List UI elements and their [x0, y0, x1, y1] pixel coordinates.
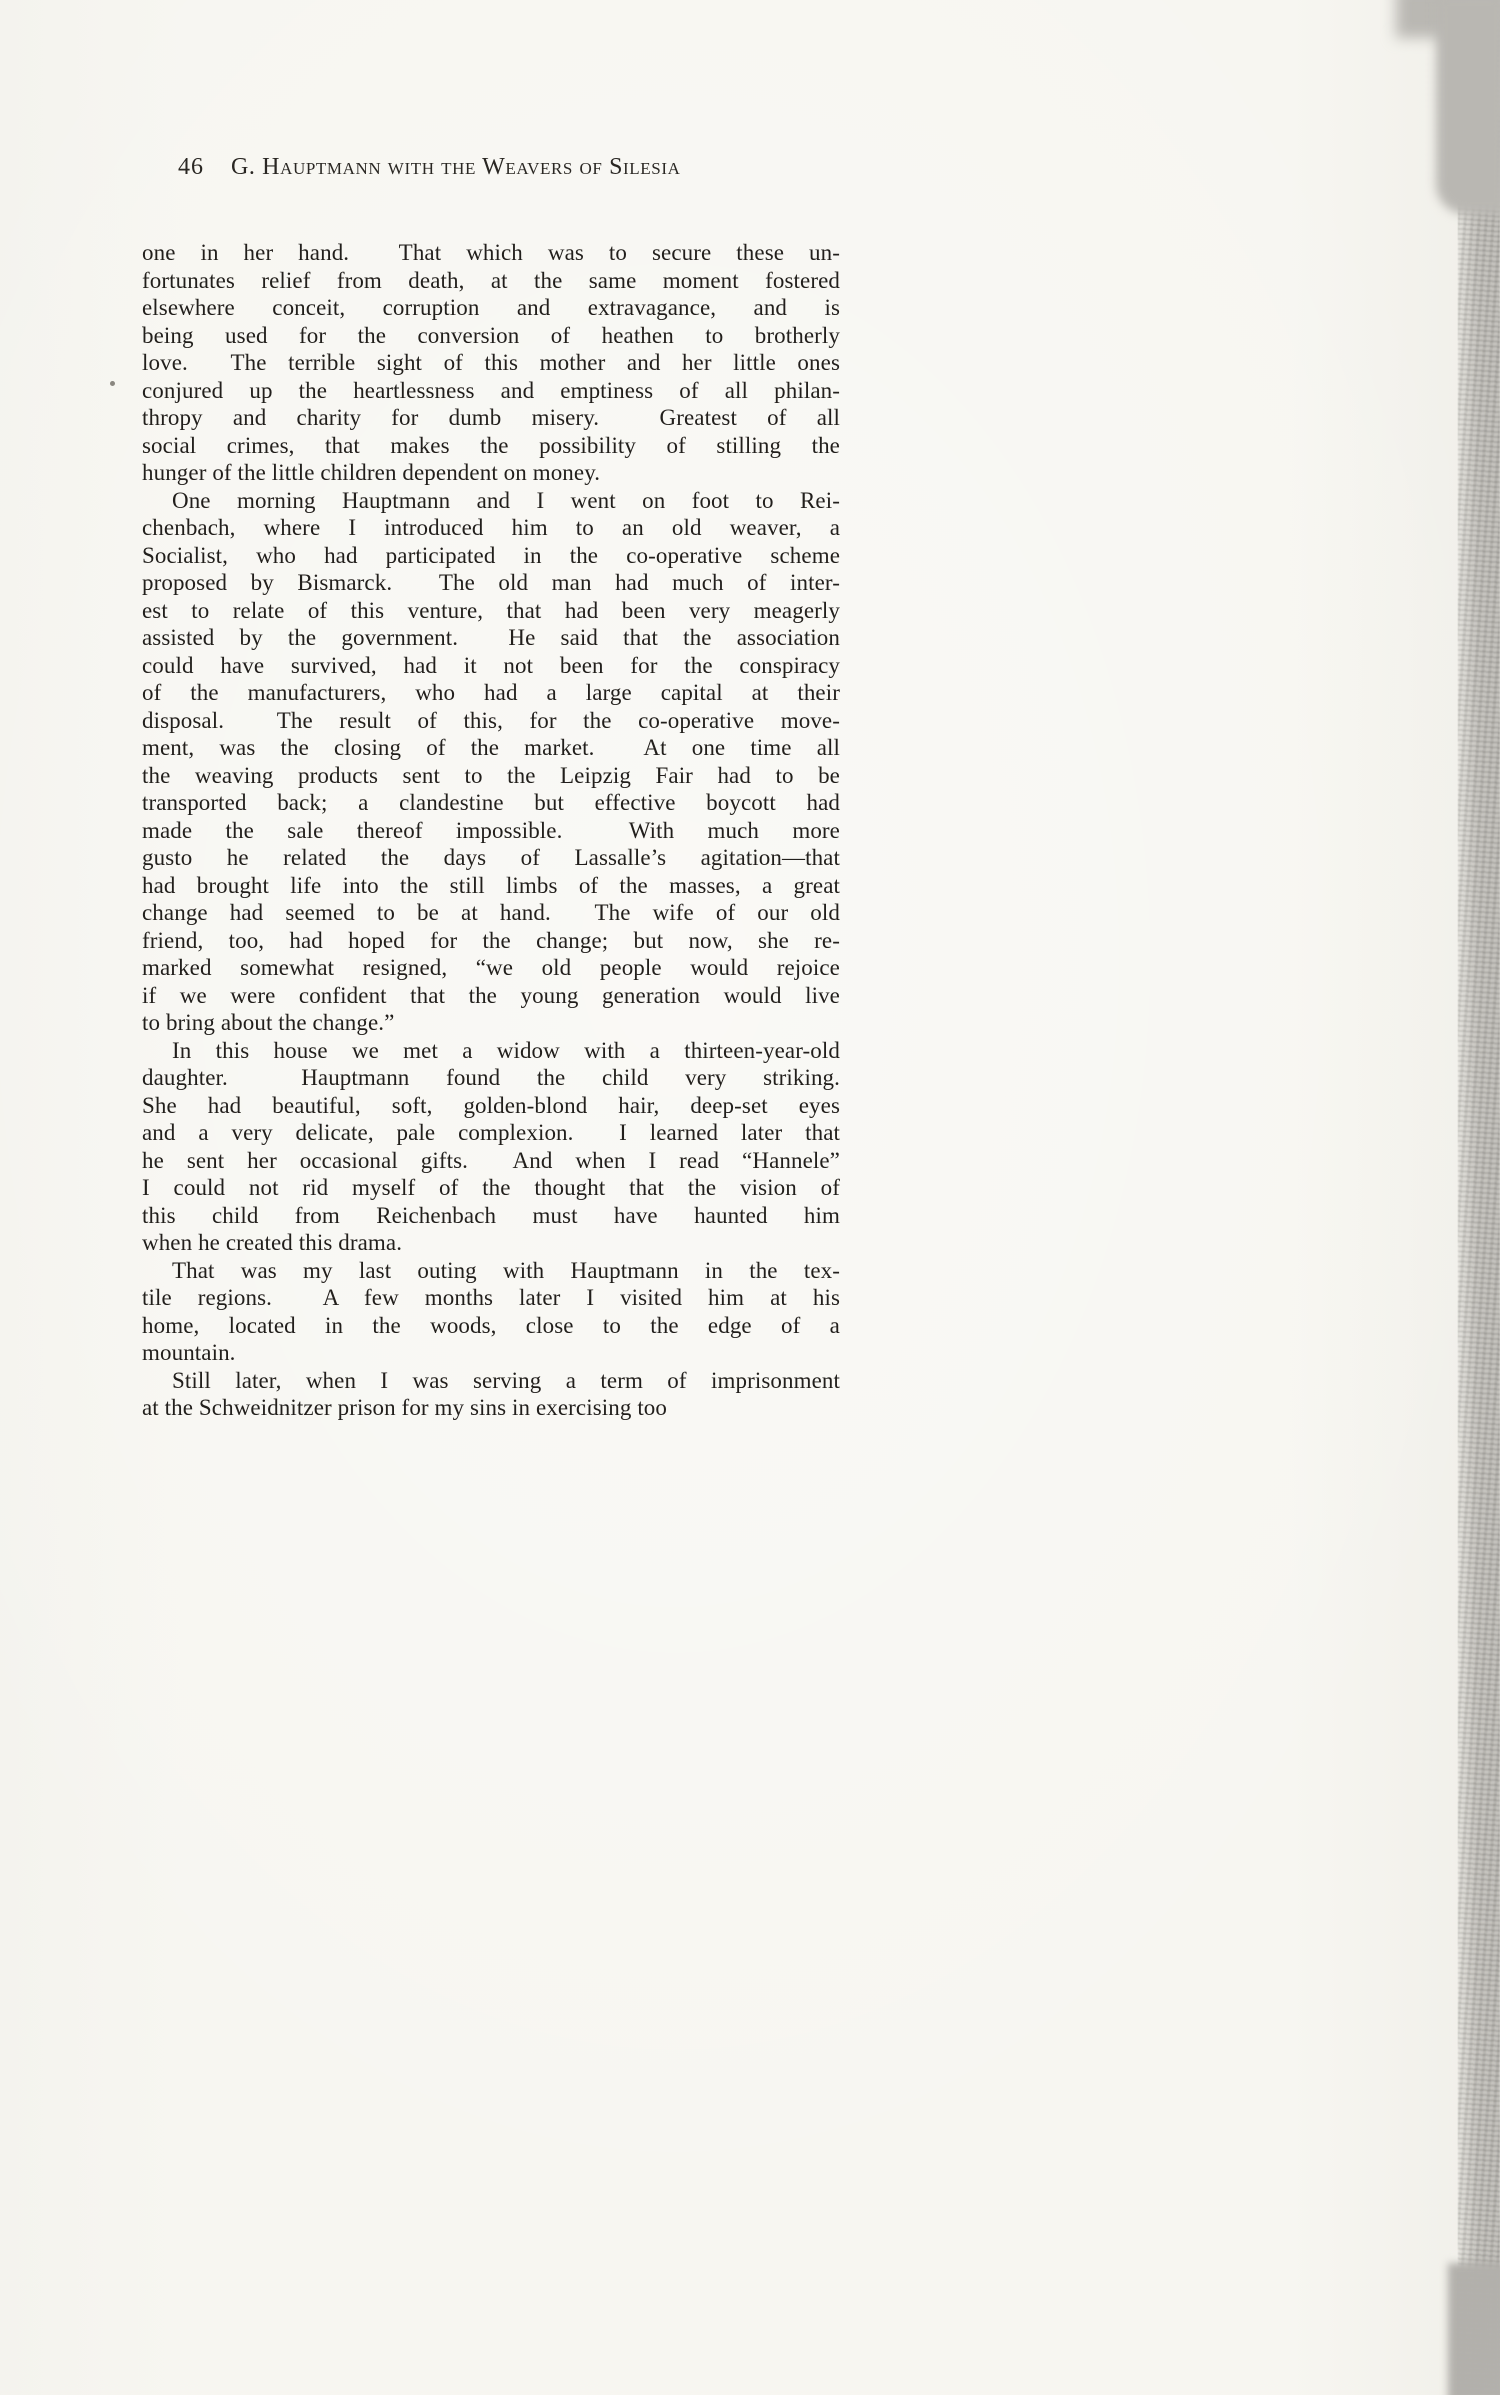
text-line: this child from Reichenbach must have haunted him: [142, 1202, 840, 1228]
text-line: I could not rid myself of the thought that the vision of: [142, 1175, 840, 1200]
chapter-title: G. Hauptmann with the Weavers of Silesia: [231, 154, 681, 180]
text-line: mountain.: [142, 1340, 236, 1365]
ink-speck: [110, 381, 115, 386]
text-line: gusto he related the days of Lassalle’s agitation—that: [142, 845, 840, 870]
paragraph: [142, 1257, 840, 1367]
text-line: assisted by the government. He said that the association: [142, 625, 840, 650]
text-line: She had beautiful, soft, golden-blond hair, deep-set eyes: [142, 1092, 840, 1118]
text-line: One morning Hauptmann and I went on foot to Rei-: [172, 487, 840, 513]
text-line: daughter. Hauptmann found the child very striking.: [142, 1065, 840, 1090]
text-line: hunger of the little children dependent on money.: [142, 460, 601, 485]
text-line: fortunates relief from death, at the same moment fostered: [142, 267, 840, 293]
text-line: Still later, when I was serving a term of imprisonment: [172, 1367, 840, 1393]
paragraph: [142, 487, 840, 1037]
text-line: conjured up the heartlessness and emptiness of all philan-: [142, 377, 840, 403]
text-line: proposed by Bismarck. The old man had much of inter-: [142, 570, 840, 595]
text-line: love. The terrible sight of this mother and her little ones: [142, 350, 840, 375]
text-line: chenbach, where I introduced him to an old weaver, a: [142, 515, 840, 540]
scan-edge-artifact-top: [1436, 0, 1500, 214]
page-number: 46: [178, 154, 204, 180]
text-line: at the Schweidnitzer prison for my sins in exercising too: [142, 1395, 668, 1420]
paragraph: [142, 239, 840, 487]
text-line: transported back; a clandestine but effective boycott had: [142, 790, 840, 815]
text-line: elsewhere conceit, corruption and extravagance, and is: [142, 295, 840, 320]
text-line: could have survived, had it not been for the conspiracy: [142, 652, 840, 678]
text-line: he sent her occasional gifts. And when I read “Hannele”: [142, 1147, 840, 1173]
scan-edge-strip: [1458, 0, 1500, 2395]
paragraph: [142, 1037, 840, 1257]
text-line: est to relate of this venture, that had been very meagerly: [142, 597, 840, 623]
text-line: ment, was the closing of the market. At one time all: [142, 735, 840, 760]
text-line: friend, too, had hoped for the change; but now, she re-: [142, 927, 840, 953]
text-line: That was my last outing with Hauptmann in the tex-: [172, 1257, 840, 1283]
text-body: [142, 239, 840, 1422]
text-line: of the manufacturers, who had a large capital at their: [142, 680, 840, 705]
text-line: to bring about the change.”: [142, 1010, 395, 1035]
text-line: if we were confident that the young generation would live: [142, 982, 840, 1008]
text-column: [142, 122, 840, 1422]
text-line: one in her hand. That which was to secure these un-: [142, 240, 840, 265]
text-line: Socialist, who had participated in the co-operative scheme: [142, 542, 840, 568]
text-line: had brought life into the still limbs of the masses, a great: [142, 872, 840, 898]
running-header: [142, 122, 840, 212]
text-line: marked somewhat resigned, “we old people would rejoice: [142, 955, 840, 980]
text-line: the weaving products sent to the Leipzig Fair had to be: [142, 762, 840, 788]
paragraph: [142, 1367, 840, 1422]
text-line: social crimes, that makes the possibility of stilling the: [142, 432, 840, 458]
text-line: change had seemed to be at hand. The wife of our old: [142, 900, 840, 925]
text-line: thropy and charity for dumb misery. Greatest of all: [142, 405, 840, 430]
text-line: when he created this drama.: [142, 1230, 403, 1255]
text-line: disposal. The result of this, for the co-operative move-: [142, 707, 840, 733]
text-line: In this house we met a widow with a thirteen-year-old: [172, 1037, 840, 1063]
scan-edge-artifact-bottom: [1448, 2263, 1500, 2395]
text-line: tile regions. A few months later I visited him at his: [142, 1285, 840, 1310]
text-line: home, located in the woods, close to the edge of a: [142, 1312, 840, 1338]
text-line: and a very delicate, pale complexion. I learned later that: [142, 1120, 840, 1145]
text-line: being used for the conversion of heathen to brotherly: [142, 322, 840, 348]
text-line: made the sale thereof impossible. With much more: [142, 817, 840, 843]
